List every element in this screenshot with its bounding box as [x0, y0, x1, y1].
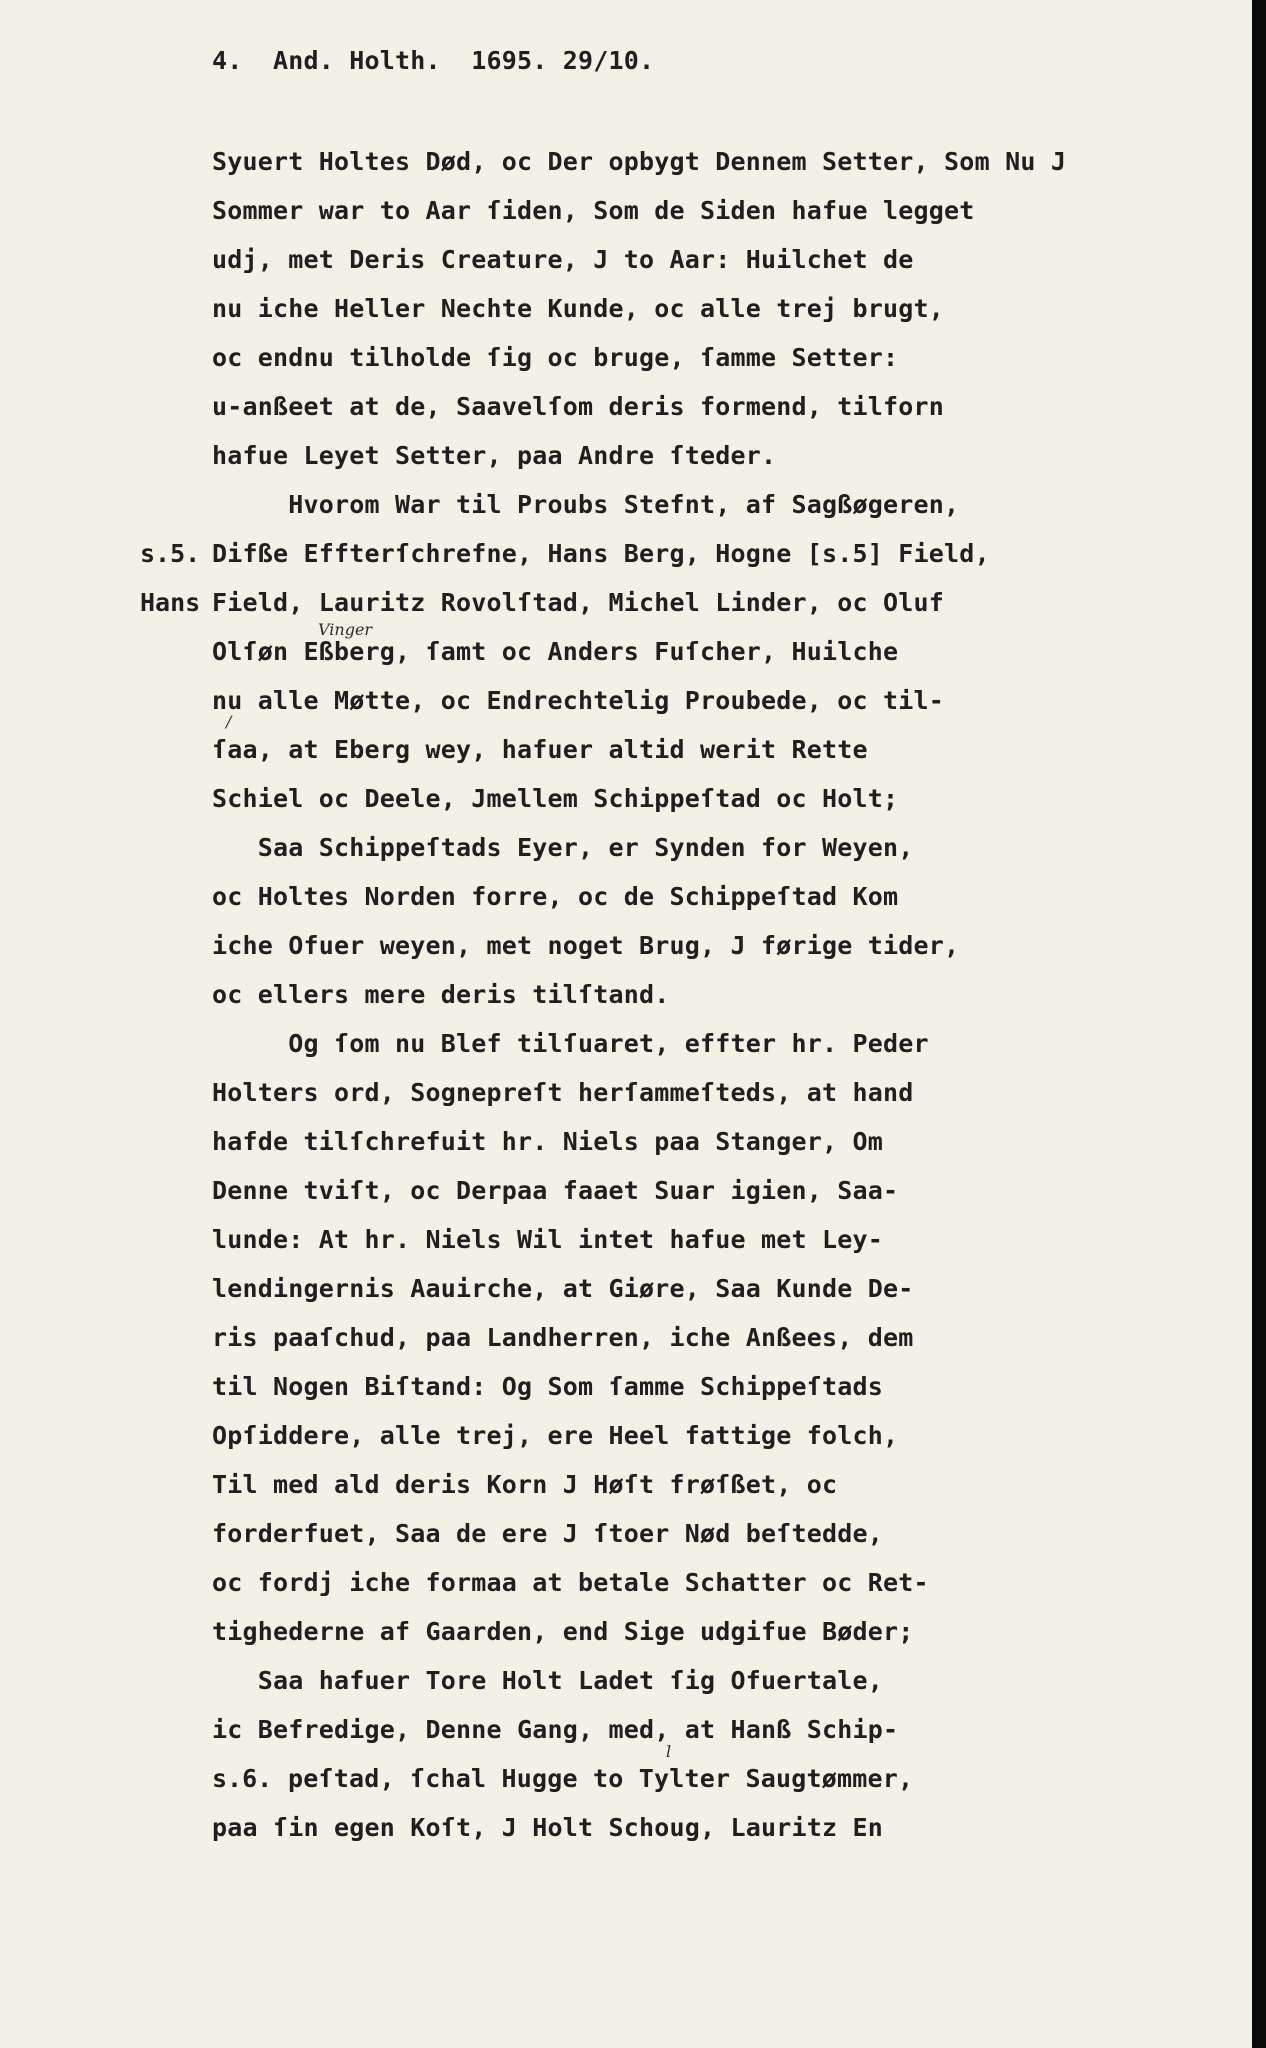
text-line: oc fordj iche formaa at betale Schatter oc Ret- — [212, 1568, 929, 1597]
handwritten-insert-mark: / — [226, 712, 232, 731]
text-line: Saa Schippeſtads Eyer, er Synden for Weyen, — [212, 833, 914, 862]
text-line: ſaa, at Eberg wey, hafuer altid werit Rette — [212, 735, 868, 764]
text-line: Syuert Holtes Død, oc Der opbygt Dennem Setter, Som Nu J — [212, 147, 1067, 176]
text-line: Holters ord, Sognepreſt herſammeſteds, at hand — [212, 1078, 914, 1107]
text-line: tighederne af Gaarden, end Sige udgifue Bøder; — [212, 1617, 914, 1646]
text-line: oc Holtes Norden forre, oc de Schippeſtad Kom — [212, 882, 899, 911]
text-line: Field, Lauritz Rovolſtad, Michel Linder, oc Oluf — [212, 588, 945, 617]
text-line: forderfuet, Saa de ere J ſtoer Nød beſtedde, — [212, 1519, 884, 1548]
text-line: nu iche Heller Nechte Kunde, oc alle trej brugt, — [212, 294, 945, 323]
text-line: iche Ofuer weyen, met noget Brug, J førige tider, — [212, 931, 960, 960]
text-line: Og ſom nu Blef tilſuaret, effter hr. Peder — [212, 1029, 929, 1058]
page-header: 4. And. Holth. 1695. 29/10. — [212, 46, 655, 75]
text-line: Denne tviſt, oc Derpaa faaet Suar igien, Saa- — [212, 1176, 899, 1205]
text-line: hafde tilſchrefuit hr. Niels paa Stanger, Om — [212, 1127, 884, 1156]
text-line: lunde: At hr. Niels Wil intet hafue met Ley- — [212, 1225, 884, 1254]
text-line: peſtad, ſchal Hugge to Tylter Saugtømmer, — [288, 1764, 914, 1793]
text-line: lendingernis Aauirche, at Giøre, Saa Kunde De- — [212, 1274, 914, 1303]
handwritten-l-mark: l — [666, 1742, 672, 1761]
text-line: udj, met Deris Creature, J to Aar: Huilchet de — [212, 245, 914, 274]
handwritten-annotation-vinger: Vinger — [318, 620, 373, 639]
text-line: oc ellers mere deris tilſtand. — [212, 980, 670, 1009]
text-line: hafue Leyet Setter, paa Andre ſteder. — [212, 441, 777, 470]
text-line: Opſiddere, alle trej, ere Heel fattige folch, — [212, 1421, 899, 1450]
text-line: ic Befredige, Denne Gang, med, at Hanß Schip- — [212, 1715, 899, 1744]
text-line: Sommer war to Aar ſiden, Som de Siden hafue legget — [212, 196, 975, 225]
text-line: nu alle Møtte, oc Endrechtelig Proubede, oc til- — [212, 686, 945, 715]
margin-note-hans: Hans — [140, 588, 201, 617]
text-line: Til med ald deris Korn J Høſt frøſßet, oc — [212, 1470, 838, 1499]
text-line: paa ſin egen Koſt, J Holt Schoug, Lauritz En — [212, 1813, 884, 1842]
text-line: u-anßeet at de, Saavelſom deris formend, tilforn — [212, 392, 945, 421]
text-line: til Nogen Biſtand: Og Som ſamme Schippeſtads — [212, 1372, 884, 1401]
text-line: Schiel oc Deele, Jmellem Schippeſtad oc Holt; — [212, 784, 899, 813]
text-line: oc endnu tilholde ſig oc bruge, ſamme Setter: — [212, 343, 899, 372]
margin-note-s5: s.5. — [140, 539, 201, 568]
margin-note-s6: s.6. — [212, 1764, 273, 1793]
text-line: Difße Effterſchrefne, Hans Berg, Hogne [s.5] Field, — [212, 539, 990, 568]
text-line: Saa hafuer Tore Holt Ladet ſig Ofuertale, — [212, 1666, 884, 1695]
text-line: ris paaſchud, paa Landherren, iche Anßees, dem — [212, 1323, 914, 1352]
text-line: Olſøn Eßberg, ſamt oc Anders Fuſcher, Huilche — [212, 637, 899, 666]
text-line: Hvorom War til Proubs Stefnt, af Sagßøgeren, — [212, 490, 960, 519]
